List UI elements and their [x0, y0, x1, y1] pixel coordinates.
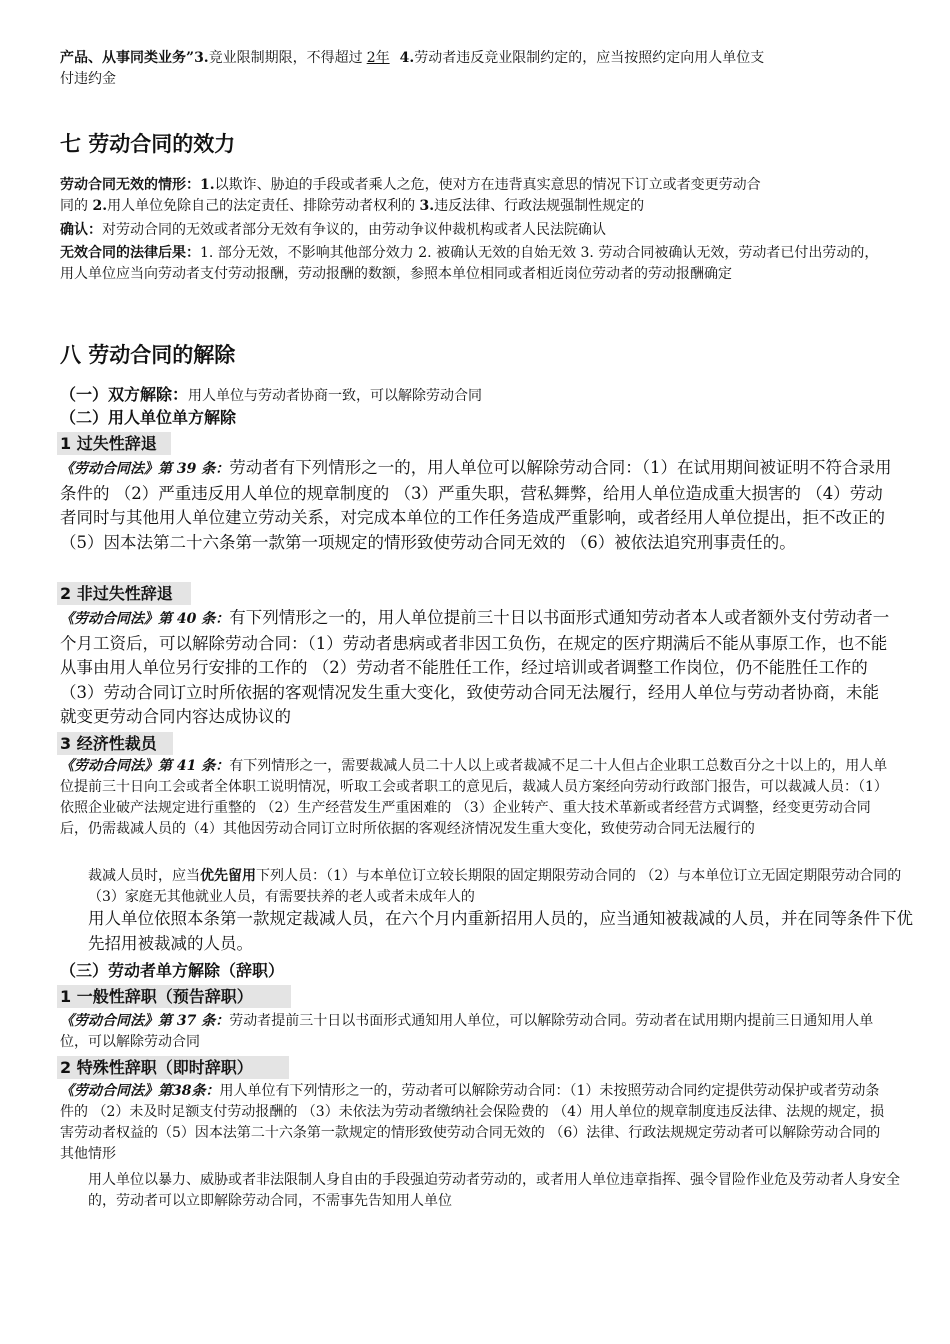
- item-number: 4.: [399, 50, 415, 66]
- mutual-text: 用人单位与劳动者协商一致，可以解除劳动合同: [188, 388, 483, 404]
- competition-text-g: 付违约金: [60, 71, 116, 87]
- competition-text-a: 产品、从事同类业务”: [60, 50, 195, 66]
- article-39-paragraph: [60, 456, 892, 555]
- immediate-resignation-heading: 2 特殊性辞职（即时辞职）: [57, 1056, 289, 1079]
- invalid-item-2: 用人单位免除自己的法定责任、排除劳动者权利的: [107, 198, 416, 214]
- invalid-situations-paragraph: [60, 175, 892, 217]
- article-41-paragraph: [60, 756, 892, 840]
- article-38-label: 《劳动合同法》第38条：: [60, 1083, 220, 1099]
- invalid-item-3: 违反法律、行政法规强制性规定的: [434, 198, 645, 214]
- priority-text-a: 裁减人员时，应当: [88, 868, 200, 884]
- legal-consequences-paragraph: [60, 243, 892, 285]
- article-40-text: 有下列情形之一的，用人单位提前三十日以书面形式通知劳动者本人或者额外支付劳动者一个月工资后，可以解除劳动合同：（1）劳动者患病或者非因工负伤，在规定的医疗期满后不能从事原工作，也不能从事由用人单位另行安排的工作的 （2）劳动者不能胜任工作，经过培训或者调整工作岗位，仍不能胜任工作的 （3）劳动合同订立时所依据的客观情况发生重大变化，致使劳动合同无法履行，经用人单位与劳动者协商，未能就变更劳动合同内容达成协议的: [60, 608, 890, 726]
- non-fault-dismissal-heading: 2 非过失性辞退: [57, 582, 191, 605]
- article-38-text: 用人单位有下列情形之一的，劳动者可以解除劳动合同：（1）未按照劳动合同约定提供劳动保护或者劳动条件的 （2）未及时足额支付劳动报酬的 （3）未依法为劳动者缴纳社会保险费的 （4）用人单位的规章制度违反法律、法规的规定，损害劳动者权益的（5）因本法第二十六条第一款规定的情形致使劳动合同无效的 （6）法律、行政法规规定劳动者可以解除劳动合同的其他情形: [60, 1083, 885, 1162]
- item-number: 2.: [92, 198, 108, 214]
- economic-layoff-heading: 3 经济性裁员: [57, 732, 173, 755]
- notice-resignation-heading: 1 一般性辞职（预告辞职）: [57, 985, 291, 1008]
- article-38-paragraph: [60, 1081, 892, 1165]
- mutual-termination: [60, 384, 892, 407]
- employer-termination-heading: （二）用人单位单方解除: [60, 408, 237, 427]
- competition-text-c: 竞业限制期限，不得超过: [208, 50, 363, 66]
- confirm-text: 对劳动合同的无效或者部分无效有争议的，由劳动争议仲裁机构或者人民法院确认: [102, 222, 606, 238]
- invalid-item-1-cont: 同的: [60, 198, 88, 214]
- consequences-label: 无效合同的法律后果：: [60, 245, 200, 261]
- article-39-label: 《劳动合同法》第 39 条：: [60, 461, 230, 477]
- priority-retention-paragraph: [60, 866, 920, 908]
- mutual-label: （一）双方解除：: [60, 385, 189, 404]
- immediate-termination-paragraph: 用人单位以暴力、威胁或者非法限制人身自由的手段强迫劳动者劳动的，或者用人单位违章指挥、强令冒险作业危及劳动者人身安全的，劳动者可以立即解除劳动合同，不需事先告知用人单位: [88, 1172, 900, 1209]
- item-number: 3.: [419, 198, 435, 214]
- item-number: 1.: [200, 177, 215, 193]
- article-41-label: 《劳动合同法》第 41 条：: [60, 758, 230, 774]
- article-39-text: 劳动者有下列情形之一的，用人单位可以解除劳动合同：（1）在试用期间被证明不符合录用条件的 （2）严重违反用人单位的规章制度的 （3）严重失职，营私舞弊，给用人单位造成重大损害的 （4）劳动者同时与其他用人单位建立劳动关系，对完成本单位的工作任务造成严重影响，或者经用人单位提出，拒不改正的 （5）因本法第二十六条第一款第一项规定的情形致使劳动合同无效的 （6）被依法追究刑事责任的。: [60, 458, 892, 552]
- competition-text-f: 劳动者违反竞业限制约定的，应当按照约定向用人单位支: [414, 50, 765, 66]
- section-8-heading: 八 劳动合同的解除: [60, 343, 236, 367]
- invalid-item-1: 以欺诈、胁迫的手段或者乘人之危，使对方在违背真实意思的情况下订立或者变更劳动合: [214, 177, 761, 193]
- fault-dismissal-heading: 1 过失性辞退: [57, 432, 171, 455]
- consequences-text: 1. 部分无效，不影响其他部分效力 2. 被确认无效的自始无效 3. 劳动合同被确认无效，劳动者已付出劳动的，用人单位应当向劳动者支付劳动报酬，劳动报酬的数额，参照本单位相同或者相近岗位劳动者的劳动报酬确定: [60, 245, 879, 282]
- article-40-label: 《劳动合同法》第 40 条：: [60, 611, 230, 627]
- article-37-text: 劳动者提前三十日以书面形式通知用人单位，可以解除劳动合同。劳动者在试用期内提前三日通知用人单位，可以解除劳动合同: [60, 1013, 874, 1050]
- article-41-text: 有下列情形之一，需要裁减人员二十人以上或者裁减不足二十人但占企业职工总数百分之十以上的，用人单位提前三十日向工会或者全体职工说明情况，听取工会或者职工的意见后，裁减人员方案经向劳动行政部门报告，可以裁减人员：（1）依照企业破产法规定进行重整的 （2）生产经营发生严重困难的 （3）企业转产、重大技术革新或者经营方式调整，经变更劳动合同后，仍需裁减人员的（4）其他因劳动合同订立时所依据的客观经济情况发生重大变化，致使劳动合同无法履行的: [60, 758, 888, 837]
- limit-years: 2年: [366, 50, 390, 66]
- priority-text-c: 下列人员：（1）与本单位订立较长期限的固定期限劳动合同的 （2）与本单位订立无固定期限劳动合同的 （3）家庭无其他就业人员，有需要扶养的老人或者未成年人的: [88, 868, 902, 905]
- confirm-label: 确认：: [60, 222, 102, 238]
- article-40-paragraph: [60, 606, 892, 730]
- invalid-label: 劳动合同无效的情形：: [60, 177, 200, 193]
- competition-limit-paragraph: [60, 48, 892, 90]
- confirmation-paragraph: [60, 220, 892, 241]
- article-37-paragraph: [60, 1011, 892, 1053]
- priority-keyword: 优先留用: [200, 868, 256, 884]
- section-7-heading: 七 劳动合同的效力: [60, 132, 236, 156]
- article-37-label: 《劳动合同法》第 37 条：: [60, 1013, 230, 1029]
- employee-termination-heading: （三）劳动者单方解除（辞职）: [60, 961, 285, 980]
- item-number: 3.: [194, 50, 209, 66]
- rehire-paragraph: 用人单位依照本条第一款规定裁减人员，在六个月内重新招用人员的，应当通知被裁减的人员，并在同等条件下优先招用被裁减的人员。: [88, 909, 913, 953]
